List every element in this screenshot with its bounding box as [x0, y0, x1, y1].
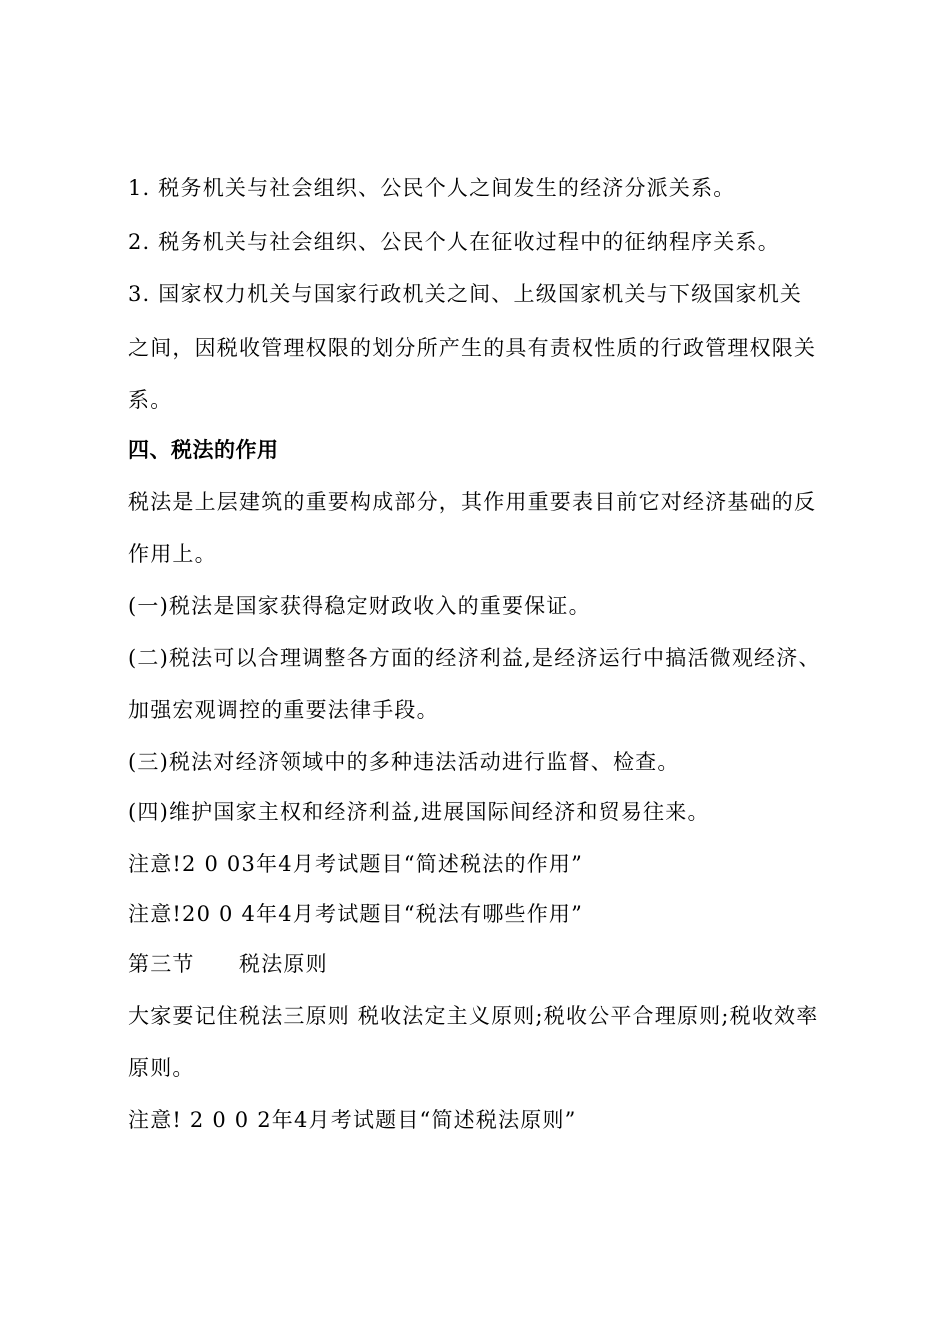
point-2: (二)税法可以合理调整各方面的经济利益,是经济运行中搞活微观经济、	[128, 646, 821, 670]
principles-paragraph-continued: 原则。	[128, 1056, 195, 1080]
list-item-3-continued: 之间，因税收管理权限的划分所产生的具有责权性质的行政管理权限关	[128, 336, 817, 360]
list-item-3-end: 系。	[128, 388, 173, 412]
point-4: (四)维护国家主权和经济利益,进展国际间经济和贸易往来。	[128, 800, 710, 824]
list-item-3: 3. 国家权力机关与国家行政机关之间、上级国家机关与下级国家机关	[128, 282, 803, 306]
point-1: (一)税法是国家获得稳定财政收入的重要保证。	[128, 594, 591, 618]
list-item-1: 1. 税务机关与社会组织、公民个人之间发生的经济分派关系。	[128, 176, 736, 200]
paragraph: 税法是上层建筑的重要构成部分，其作用重要表目前它对经济基础的反	[128, 490, 817, 514]
list-item-2: 2. 税务机关与社会组织、公民个人在征收过程中的征纳程序关系。	[128, 230, 780, 254]
paragraph-continued: 作用上。	[128, 542, 217, 566]
point-2-continued: 加强宏观调控的重要法律手段。	[128, 698, 439, 722]
section-title: 第三节 税法原则	[128, 952, 328, 976]
point-3: (三)税法对经济领域中的多种违法活动进行监督、检查。	[128, 750, 680, 774]
exam-note-2003: 注意!2 0 03年4月考试题目“简述税法的作用”	[128, 852, 584, 876]
exam-note-2004: 注意!20 0 4年4月考试题目“税法有哪些作用”	[128, 902, 584, 926]
exam-note-2002: 注意! 2 0 0 2年4月考试题目“简述税法原则”	[128, 1108, 577, 1132]
section-heading: 四、税法的作用	[128, 437, 279, 462]
principles-paragraph: 大家要记住税法三原则 税收法定主义原则;税收公平合理原则;税收效率	[128, 1004, 819, 1028]
